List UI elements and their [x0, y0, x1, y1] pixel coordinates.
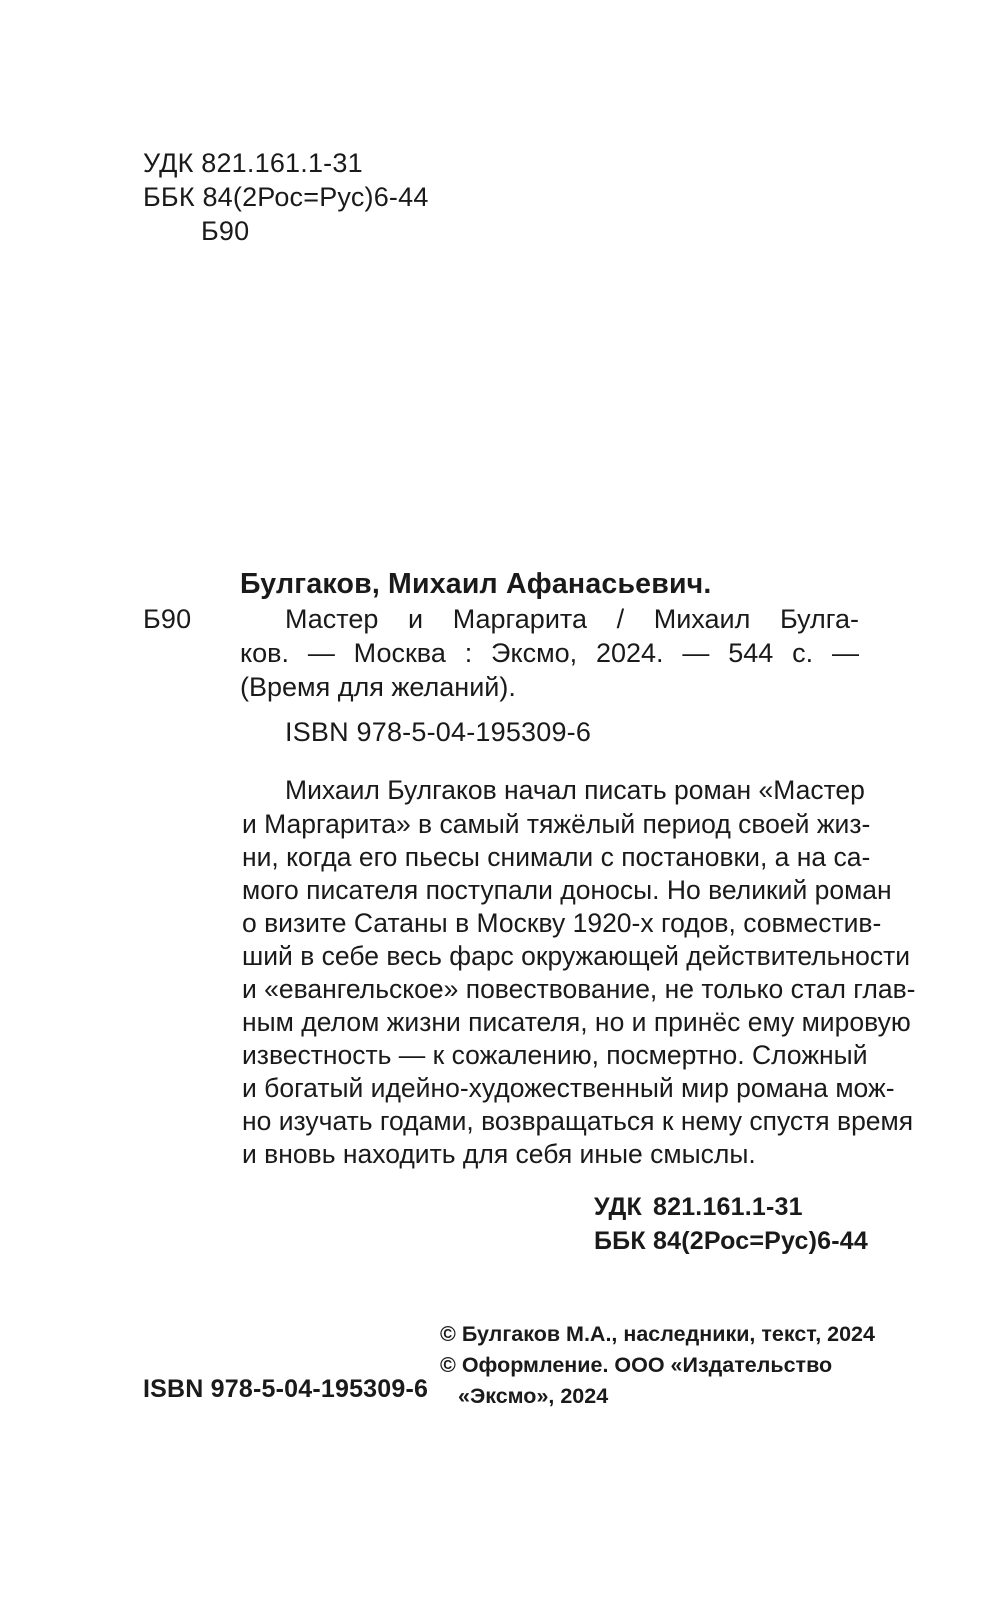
author-heading: Булгаков, Михаил Афанасьевич.: [240, 568, 712, 600]
entry-author-mark: Б90: [143, 604, 192, 634]
top-udk-code: УДК 821.161.1-31: [143, 148, 363, 178]
top-author-mark: Б90: [201, 216, 250, 246]
bottom-udk-label: УДК: [594, 1193, 642, 1221]
annotation-line: и Маргарита» в самый тяжёлый период своей жиз-: [242, 809, 871, 839]
annotation-line: и вновь находить для себя иные смыслы.: [242, 1139, 756, 1169]
copyright-line-1: © Булгаков М.А., наследники, текст, 2024: [440, 1322, 875, 1346]
title-line-1: Мастер и Маргарита / Михаил Булга-: [285, 604, 859, 634]
annotation-line: известность — к сожалению, посмертно. Сложный: [242, 1040, 868, 1070]
bottom-bbk-value: 84(2Рос=Рус)6-44: [653, 1227, 868, 1255]
copyright-line-3: «Эксмо», 2024: [458, 1384, 609, 1408]
annotation-line: о визите Сатаны в Москву 1920-х годов, совместив-: [242, 908, 882, 938]
entry-isbn: ISBN 978-5-04-195309-6: [285, 717, 592, 747]
top-bbk-code: ББК 84(2Рос=Рус)6-44: [143, 182, 429, 212]
annotation-line: Михаил Булгаков начал писать роман «Мастер: [285, 775, 865, 805]
copyright-line-2: © Оформление. ООО «Издательство: [440, 1353, 833, 1377]
annotation-line: ным делом жизни писателя, но и принёс ему мировую: [242, 1007, 911, 1037]
title-line-3: (Время для желаний).: [240, 672, 516, 702]
annotation-line: и богатый идейно-художественный мир романа мож-: [242, 1073, 895, 1103]
bottom-bbk-label: ББК: [594, 1227, 646, 1255]
annotation-line: и «евангельское» повествование, не только стал глав-: [242, 974, 916, 1004]
title-line-2: ков. — Москва : Эксмо, 2024. — 544 с. —: [240, 638, 859, 668]
bottom-udk-value: 821.161.1-31: [653, 1193, 803, 1221]
annotation-line: ни, когда его пьесы снимали с постановки, а на са-: [242, 842, 871, 872]
annotation-line: ший в себе весь фарс окружающей действительности: [242, 941, 911, 971]
annotation-line: но изучать годами, возвращаться к нему спустя время: [242, 1106, 914, 1136]
imprint-isbn: ISBN 978-5-04-195309-6: [143, 1375, 429, 1403]
annotation-line: мого писателя поступали доносы. Но великий роман: [242, 875, 892, 905]
